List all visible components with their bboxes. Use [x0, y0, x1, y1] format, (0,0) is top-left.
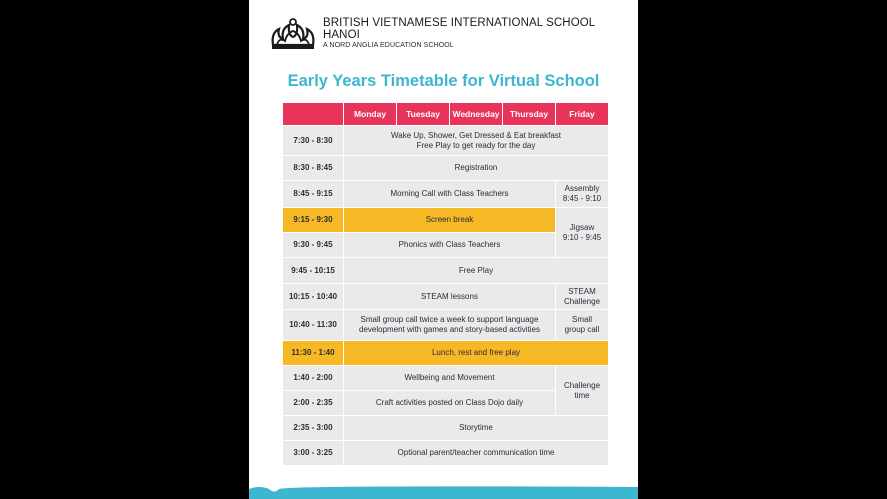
activity-cell: Craft activities posted on Class Dojo daily: [344, 391, 555, 415]
activity-line: Free Play to get ready for the day: [416, 140, 536, 150]
friday-line: Jigsaw: [569, 222, 595, 232]
table-row: [283, 181, 608, 207]
activity-cell: Lunch, rest and free play: [344, 341, 608, 365]
time-cell: 9:15 - 9:30: [283, 208, 343, 232]
table-row-break: [283, 341, 608, 365]
school-header: [269, 15, 629, 55]
table-row: [283, 258, 608, 283]
table-row: [283, 126, 608, 155]
time-cell: 8:45 - 9:15: [283, 181, 343, 207]
header-friday: Friday: [556, 103, 608, 125]
time-cell: 10:15 - 10:40: [283, 284, 343, 309]
activity-cell: Screen break: [344, 208, 555, 232]
friday-line: 9:10 - 9:45: [562, 232, 602, 242]
activity-cell: Morning Call with Class Teachers: [344, 181, 555, 207]
time-cell: 8:30 - 8:45: [283, 156, 343, 180]
friday-line: time: [574, 390, 590, 400]
timetable-document: [249, 0, 638, 499]
table-row: [283, 284, 608, 309]
time-cell: 11:30 - 1:40: [283, 341, 343, 365]
table-row: [283, 366, 608, 390]
friday-cell: [556, 366, 608, 415]
table-row: [283, 156, 608, 180]
activity-cell: Free Play: [344, 258, 608, 283]
school-crest-logo: [269, 15, 317, 53]
time-cell: 2:35 - 3:00: [283, 416, 343, 440]
time-cell: 2:00 - 2:35: [283, 391, 343, 415]
time-cell: 9:45 - 10:15: [283, 258, 343, 283]
activity-line: Wake Up, Shower, Get Dressed & Eat breakfast: [391, 130, 561, 140]
friday-cell: [556, 310, 608, 340]
friday-cell: [556, 181, 608, 207]
header-monday: Monday: [344, 103, 396, 125]
header-thursday: Thursday: [503, 103, 555, 125]
table-row: [283, 416, 608, 440]
friday-line: Small: [571, 315, 592, 324]
time-cell: 7:30 - 8:30: [283, 126, 343, 155]
time-cell: 10:40 - 11:30: [283, 310, 343, 340]
table-row: [283, 310, 608, 340]
table-header-row: [283, 103, 608, 125]
friday-cell: [556, 208, 608, 257]
activity-cell: Phonics with Class Teachers: [344, 233, 555, 257]
header-wednesday: Wednesday: [450, 103, 502, 125]
activity-cell: Registration: [344, 156, 608, 180]
activity-cell: STEAM lessons: [344, 284, 555, 309]
header-tuesday: Tuesday: [397, 103, 449, 125]
activity-cell: Storytime: [344, 416, 608, 440]
school-name: [323, 17, 595, 41]
footer-wave-decoration: [249, 485, 638, 499]
friday-line: Challenge: [563, 380, 601, 390]
table-row-break: [283, 208, 608, 232]
activity-cell: Wellbeing and Movement: [344, 366, 555, 390]
activity-cell: [344, 126, 608, 155]
friday-cell: [556, 284, 608, 309]
activity-line: Small group call twice a week to support language: [360, 315, 539, 324]
timetable: [282, 102, 609, 466]
header-corner: [283, 103, 343, 125]
friday-line: Challenge: [563, 296, 601, 306]
activity-cell: Optional parent/teacher communication time: [344, 441, 608, 465]
school-subtitle: A NORD ANGLIA EDUCATION SCHOOL: [323, 42, 454, 49]
time-cell: 3:00 - 3:25: [283, 441, 343, 465]
page-title: Early Years Timetable for Virtual School: [287, 72, 600, 90]
activity-cell: [344, 310, 555, 340]
friday-line: Assembly: [564, 184, 600, 193]
friday-line: STEAM: [568, 286, 596, 296]
table-row: [283, 441, 608, 465]
school-name-line1: BRITISH VIETNAMESE INTERNATIONAL SCHOOL: [323, 17, 596, 29]
time-cell: 9:30 - 9:45: [283, 233, 343, 257]
activity-line: development with games and story-based activities: [359, 325, 540, 334]
friday-line: 8:45 - 9:10: [562, 194, 602, 203]
time-cell: 1:40 - 2:00: [283, 366, 343, 390]
friday-line: group call: [564, 325, 600, 334]
school-name-line2: HANOI: [323, 29, 360, 41]
